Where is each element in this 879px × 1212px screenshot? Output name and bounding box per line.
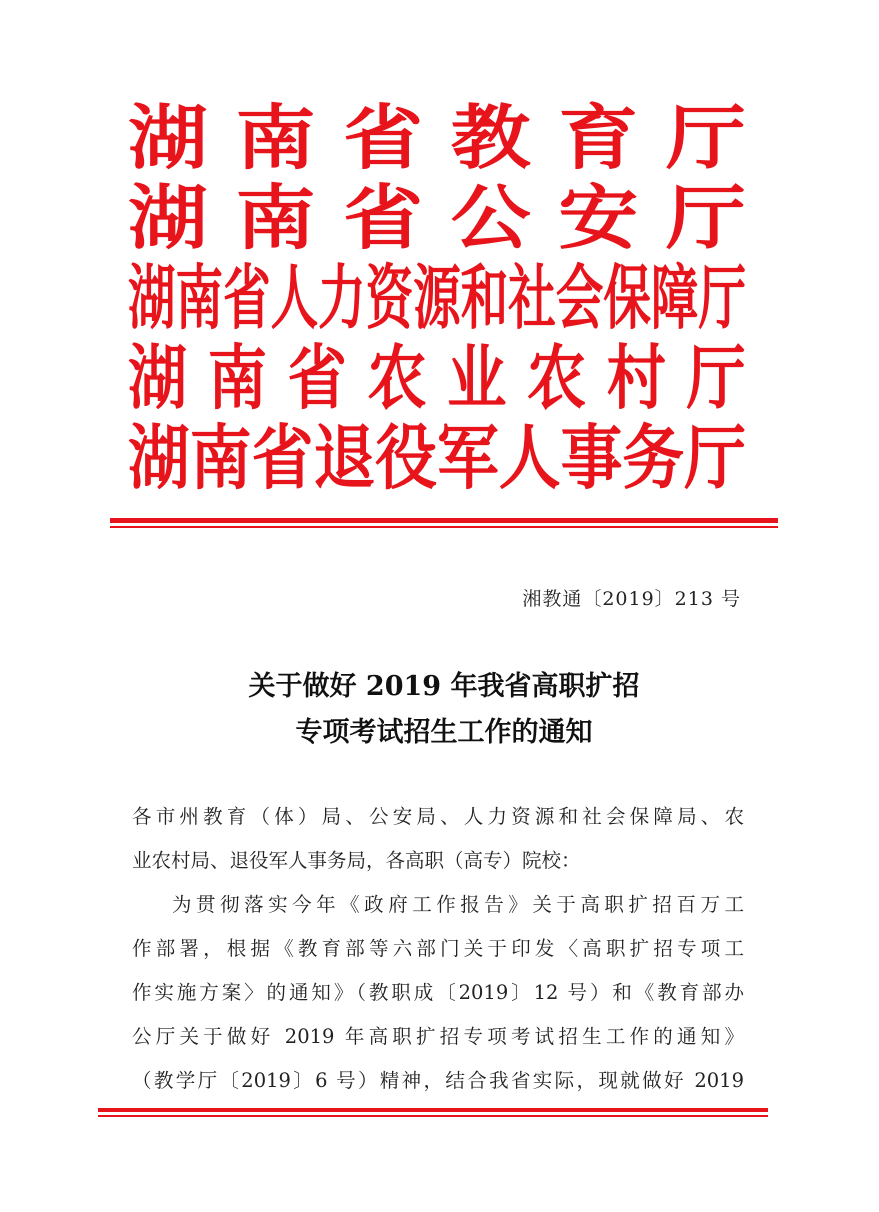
- issuer-agriculture: 湖 南 省 农 业 农 村 厅: [128, 336, 746, 419]
- paragraph-line-2: 作部署，根据《教育部等六部门关于印发〈高职扩招专项工: [132, 937, 744, 960]
- issuer-veterans-affairs: 湖南省退役军人事务厅: [128, 416, 746, 499]
- addressee-line-1: 各市州教育（体）局、公安局、人力资源和社会保障局、农: [132, 805, 744, 828]
- paragraph-line-1: 为贯彻落实今年《政府工作报告》关于高职扩招百万工: [172, 893, 744, 916]
- document-title-line-1: 关于做好 2019 年我省高职扩招: [248, 671, 640, 702]
- document-body: [132, 795, 744, 1103]
- issuer-public-security: 湖 南 省 公 安 厅: [128, 176, 746, 259]
- issuer-header: [128, 98, 746, 498]
- addressee-line-2: 业农村局、退役军人事务局，各高职（高专）院校：: [132, 849, 581, 872]
- issuer-education: 湖 南 省 教 育 厅: [128, 96, 746, 179]
- document-number: 湘教通〔2019〕213 号: [522, 588, 741, 610]
- footer-divider-thin: [98, 1115, 768, 1117]
- header-divider-thick: [110, 518, 778, 523]
- issuer-human-resources: 湖南省人力资源和社会保障厅: [128, 256, 746, 339]
- footer-divider-thick: [98, 1108, 768, 1112]
- header-divider-thin: [110, 526, 778, 528]
- paragraph-line-3: 作实施方案〉的通知》（教职成〔2019〕12 号）和《教育部办: [132, 981, 744, 1004]
- document-title-line-2: 专项考试招生工作的通知: [295, 717, 593, 748]
- paragraph-line-4: 公厅关于做好 2019 年高职扩招专项考试招生工作的通知》: [132, 1025, 744, 1048]
- paragraph-line-5: （教学厅〔2019〕6 号）精神，结合我省实际，现就做好 2019: [132, 1069, 744, 1092]
